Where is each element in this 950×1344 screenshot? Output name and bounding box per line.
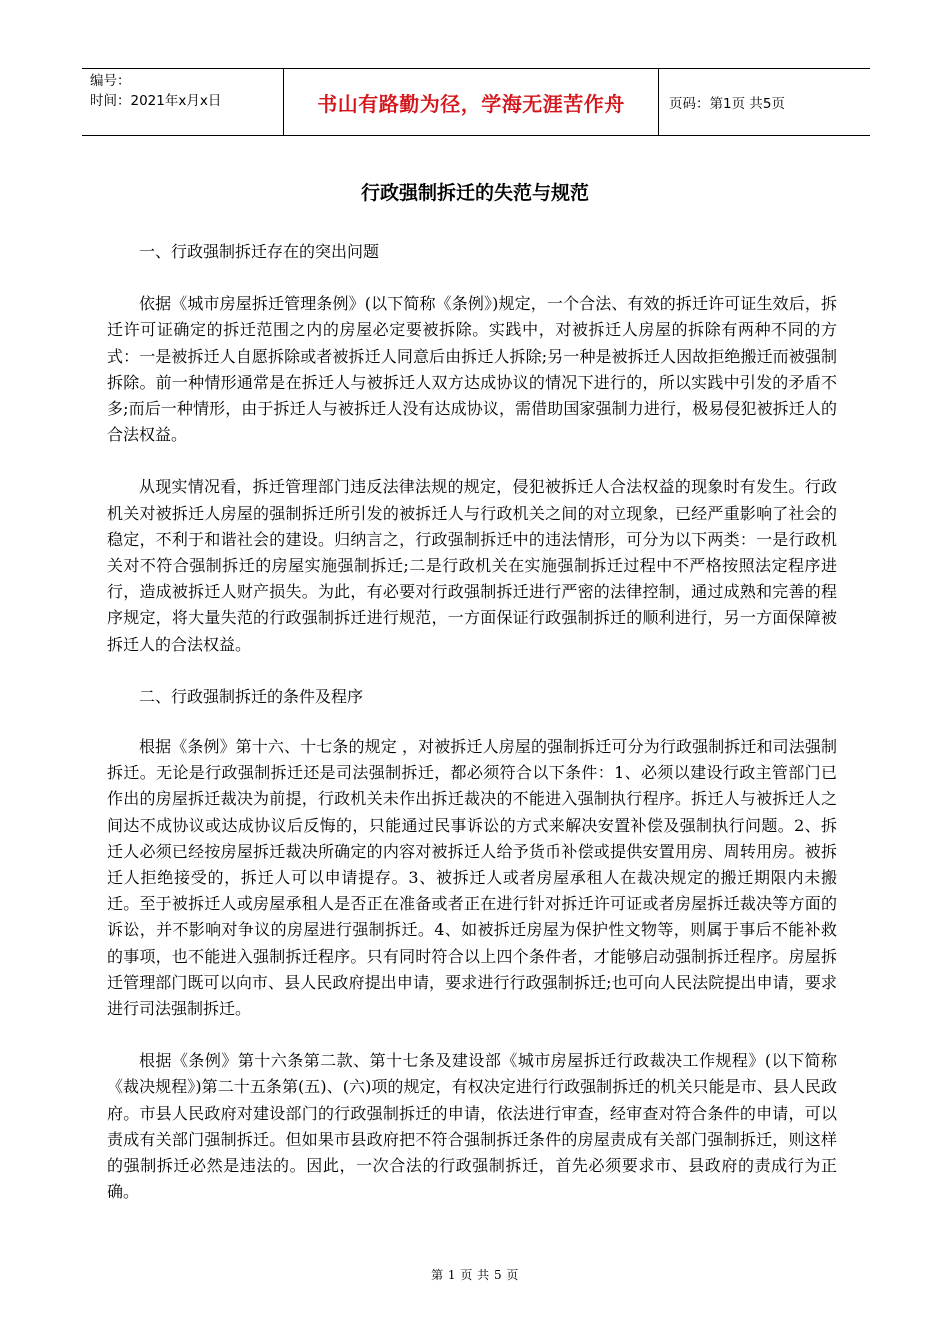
paragraph-2: 从现实情况看，拆迁管理部门违反法律法规的规定，侵犯被拆迁人合法权益的现象时有发生。行政机关对被拆迁人房屋的强制拆迁所引发的被拆迁人与行政机关之间的对立现象，已经严重影响了社会的稳定，不利于和谐社会的建设。归纳言之，行政强制拆迁中的违法情形，可分为以下两类：一是行政机关对不符合强制拆迁的房屋实施强制拆迁;二是行政机关在实施强制拆迁过程中不严格按照法定程序进行，造成被拆迁人财产损失。为此，有必要对行政强制拆迁进行严密的法律控制，通过成熟和完善的程序规定，将大量失范的行政强制拆迁进行规范，一方面保证行政强制拆迁的顺利进行，另一方面保障被拆迁人的合法权益。 [107, 477, 837, 654]
section-heading-2: 二、行政强制拆迁的条件及程序 [139, 686, 364, 706]
page-footer [0, 1266, 950, 1283]
motto: 书山有路勤为径，学海无涯苦作舟 [283, 69, 659, 135]
paragraph-3: 根据《条例》第十六、十七条的规定 ，对被拆迁人房屋的强制拆迁可分为行政强制拆迁和司法强制拆迁。无论是行政强制拆迁还是司法强制拆迁，都必须符合以下条件：1、必须以建设行政主管部门已作出的房屋拆迁裁决为前提，行政机关未作出拆迁裁决的不能进入强制执行程序。拆迁人与被拆迁人之间达不成协议或达成协议后反悔的，只能通过民事诉讼的方式来解决安置补偿及强制执行问题。2、拆迁人必须已经按房屋拆迁裁决所确定的内容对被拆迁人给予货币补偿或提供安置用房、周转用房。被拆迁人拒绝接受的，拆迁人可以申请提存。3、被拆迁人或者房屋承租人在裁决规定的搬迁期限内未搬迁。至于被拆迁人或房屋承租人是否正在准备或者正在进行针对拆迁许可证或者房屋拆迁裁决等方面的诉讼，并不影响对争议的房屋进行强制拆迁。4、如被拆迁房屋为保护性文物等，则属于事后不能补救的事项，也不能进入强制拆迁程序。只有同时符合以上四个条件者，才能够启动强制拆迁程序。房屋拆迁管理部门既可以向市、县人民政府提出申请，要求进行行政强制拆迁;也可向人民法院提出申请，要求进行司法强制拆迁。 [107, 737, 837, 1019]
page-label: 页码：第1页 共5页 [669, 96, 785, 112]
time-label: 时间：2021年x月x日 [90, 93, 222, 109]
header-meta-cell [82, 69, 283, 135]
number-label: 编号： [90, 73, 131, 89]
paragraph-1: 依据《城市房屋拆迁管理条例》(以下简称《条例》)规定，一个合法、有效的拆迁许可证生效后，拆迁许可证确定的拆迁范围之内的房屋必定要被拆除。实践中，对被拆迁人房屋的拆除有两种不同的方式：一是被拆迁人自愿拆除或者被拆迁人同意后由拆迁人拆除;另一种是被拆迁人因故拒绝搬迁而被强制拆除。前一种情形通常是在拆迁人与被拆迁人双方达成协议的情况下进行的，所以实践中引发的矛盾不多;而后一种情形，由于拆迁人与被拆迁人没有达成协议，需借助国家强制力进行，极易侵犯被拆迁人的合法权益。 [107, 294, 837, 445]
document-title: 行政强制拆迁的失范与规范 [360, 182, 589, 204]
section-heading-1: 一、行政强制拆迁存在的突出问题 [139, 242, 380, 261]
paragraph-4: 根据《条例》第十六条第二款、第十七条及建设部《城市房屋拆迁行政裁决工作规程》(以下简称《裁决规程》)第二十五条第(五)、(六)项的规定，有权决定进行行政强制拆迁的机关只能是市、县人民政府。市县人民政府对建设部门的行政强制拆迁的申请，依法进行审查，经审查对符合条件的申请，可以责成有关部门强制拆迁。但如果市县政府把不符合强制拆迁条件的房屋责成有关部门强制拆迁，则这样的强制拆迁必然是违法的。因此，一次合法的行政强制拆迁，首先必须要求市、县政府的责成行为正确。 [107, 1051, 837, 1202]
footer-page-number: 第 1 页 共 5 页 [431, 1268, 519, 1282]
header-table [82, 68, 870, 136]
document-body [107, 239, 837, 1206]
